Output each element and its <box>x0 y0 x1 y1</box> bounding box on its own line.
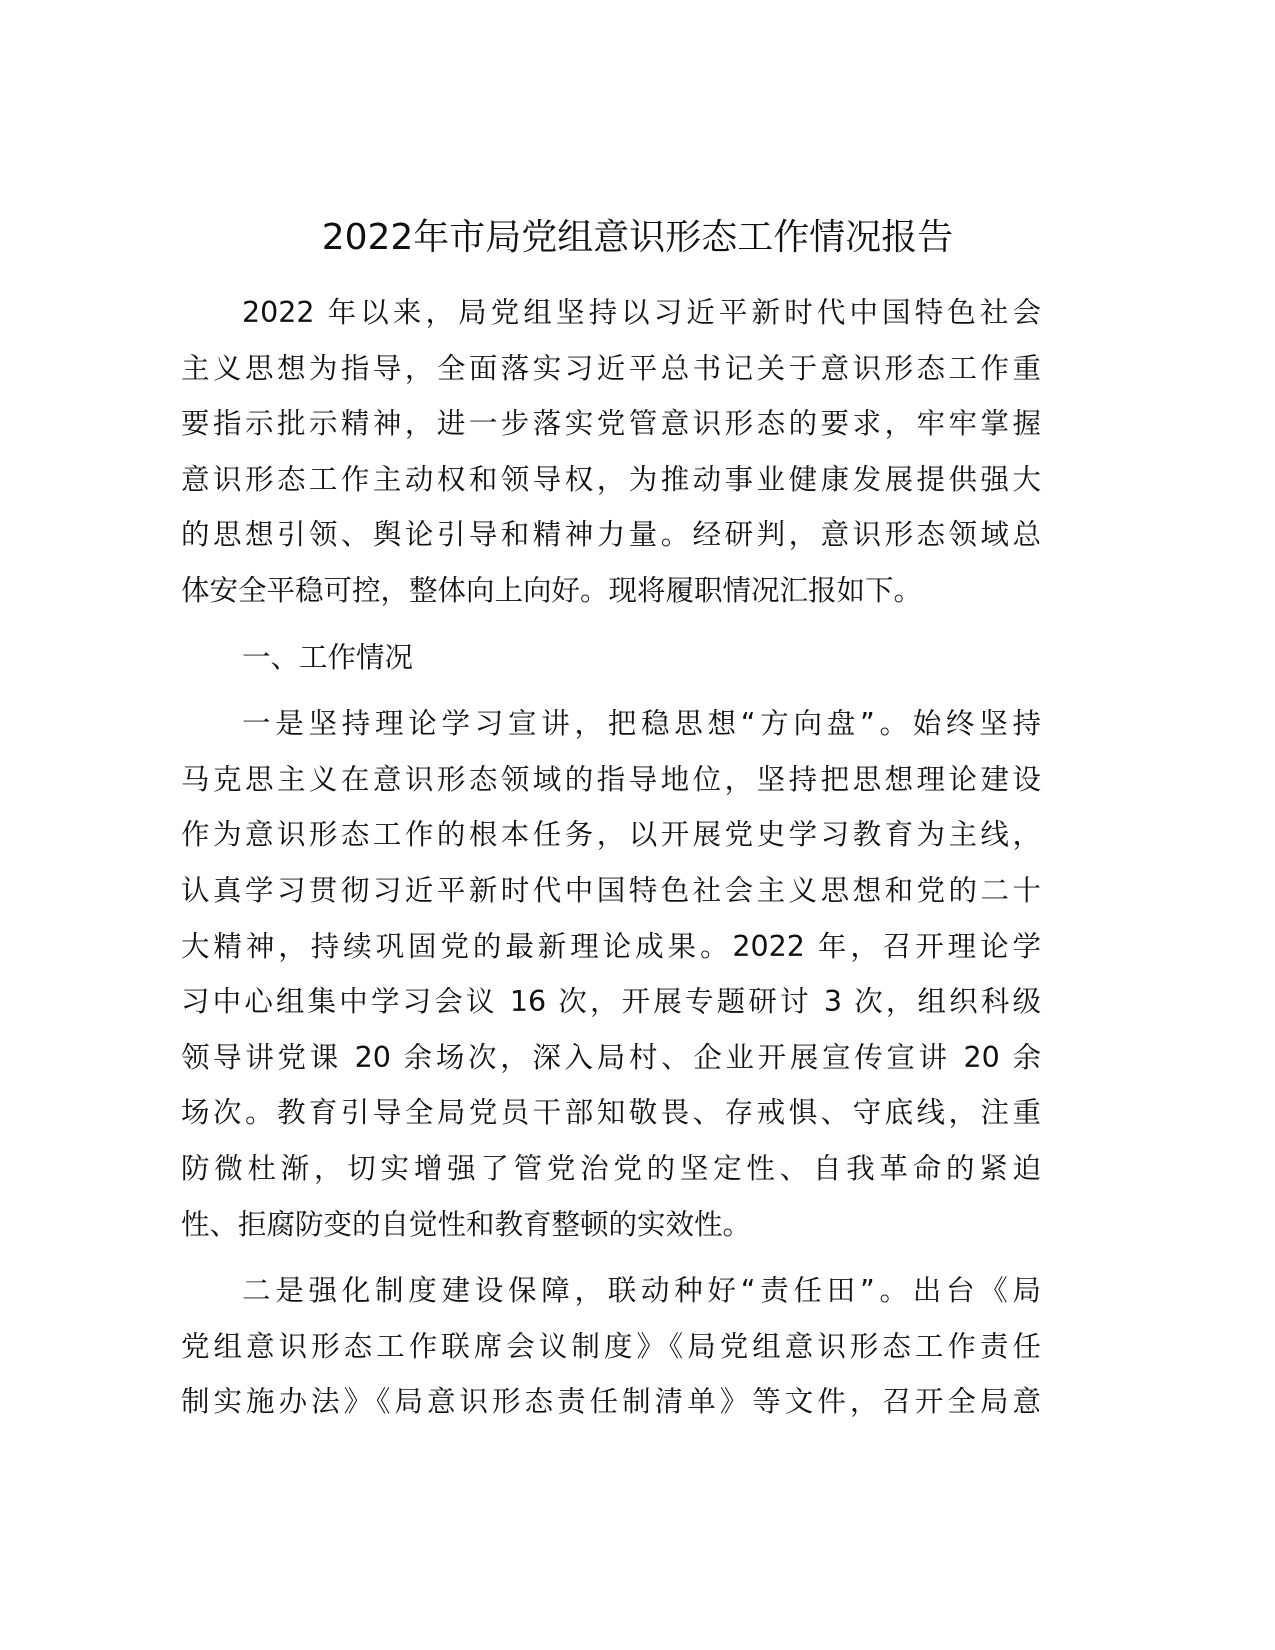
text-line: 场次。教育引导全局党员干部知敬畏、存戒惧、守底线，注重 <box>181 1096 1041 1130</box>
paragraph-spacer <box>181 619 1041 630</box>
text-line: 意识形态工作主动权和领导权，为推动事业健康发展提供强大 <box>181 462 1041 496</box>
document-title: 2022年市局党组意识形态工作情况报告 <box>321 217 954 258</box>
paragraph-intro <box>181 285 1041 619</box>
text-line: 党组意识形态工作联席会议制度》《局党组意识形态工作责任 <box>181 1329 1041 1363</box>
document-body <box>181 285 1041 1430</box>
text-line: 作为意识形态工作的根本任务，以开展党史学习教育为主线， <box>181 818 1041 852</box>
paragraph-item-2 <box>181 1263 1041 1430</box>
text-line: 防微杜渐，切实增强了管党治党的坚定性、自我革命的紧迫 <box>181 1151 1041 1185</box>
text-line: 要指示批示精神，进一步落实党管意识形态的要求，牢牢掌握 <box>181 407 1041 441</box>
paragraph-item-1 <box>181 696 1041 1252</box>
text-line: 二是强化制度建设保障，联动种好“责任田”。出台《局 <box>242 1274 1041 1308</box>
paragraph-spacer <box>181 685 1041 696</box>
text-line: 体安全平稳可控，整体向上向好。现将履职情况汇报如下。 <box>181 573 923 607</box>
text-line: 一是坚持理论学习宣讲，把稳思想“方向盘”。始终坚持 <box>242 707 1041 741</box>
text-line: 主义思想为指导，全面落实习近平总书记关于意识形态工作重 <box>181 351 1041 385</box>
text-line: 制实施办法》《局意识形态责任制清单》等文件，召开全局意 <box>181 1385 1041 1419</box>
text-line: 认真学习贯彻习近平新时代中国特色社会主义思想和党的二十 <box>181 873 1041 907</box>
paragraph-spacer <box>181 1252 1041 1263</box>
text-line: 的思想引领、舆论引导和精神力量。经研判，意识形态领域总 <box>181 518 1041 552</box>
text-line: 马克思主义在意识形态领域的指导地位，坚持把思想理论建设 <box>181 762 1041 796</box>
text-line: 性、拒腐防变的自觉性和教育整顿的实效性。 <box>181 1207 752 1241</box>
text-line: 大精神，持续巩固党的最新理论成果。2022 年，召开理论学 <box>181 929 1041 963</box>
section-heading <box>181 630 1041 686</box>
text-line: 领导讲党课 20 余场次，深入局村、企业开展宣传宣讲 20 余 <box>181 1040 1041 1074</box>
text-line: 2022 年以来，局党组坚持以习近平新时代中国特色社会 <box>242 296 1041 329</box>
section-heading-text: 一、工作情况 <box>242 640 414 674</box>
text-line: 习中心组集中学习会议 16 次，开展专题研讨 3 次，组织科级 <box>181 985 1041 1019</box>
